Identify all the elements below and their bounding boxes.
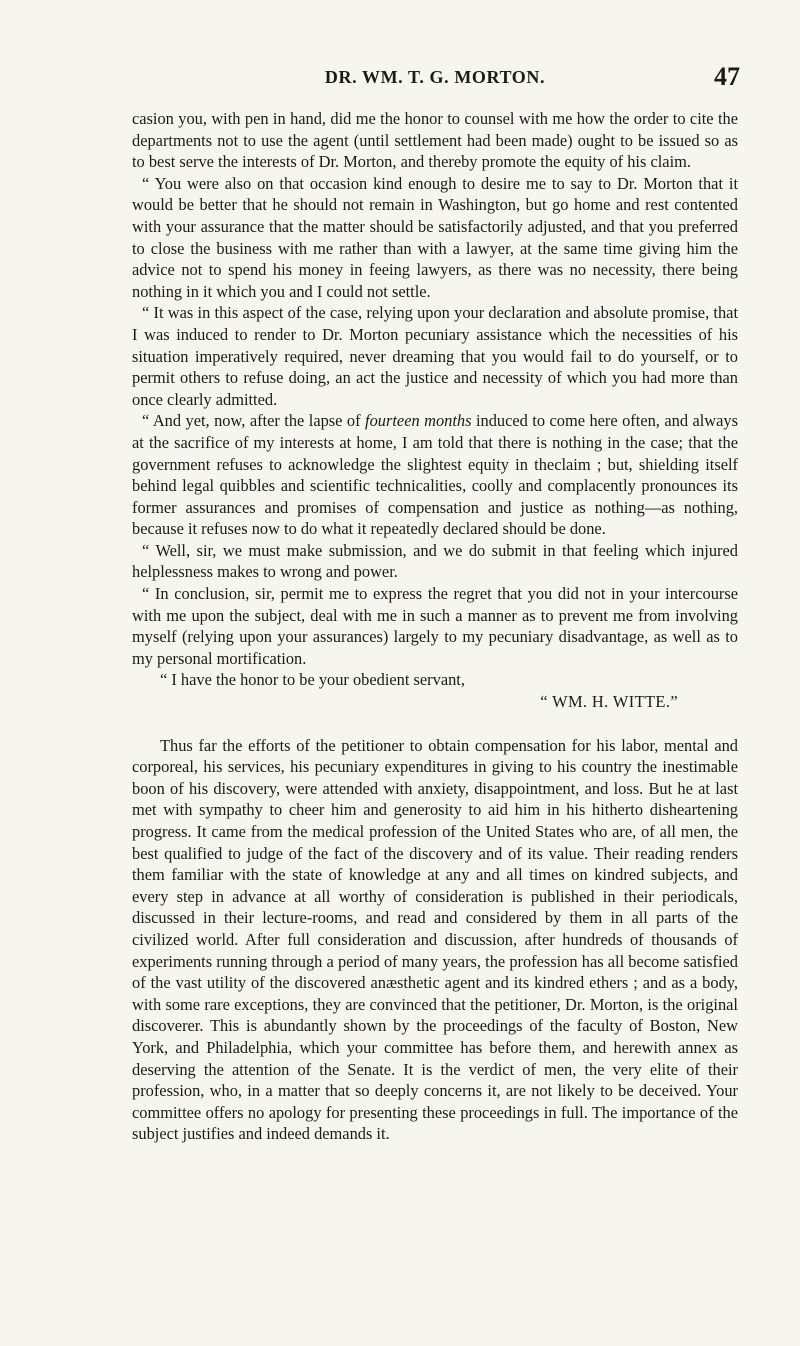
letter-closing: “ I have the honor to be your obedient servant, bbox=[160, 670, 465, 690]
narrative-paragraph: Thus far the efforts of the petitioner to obtain compensation for his labor, mental and corporeal, his services, his pecuniary expenditures in giving to his country the inestimable boon of his discovery, were attended with anxiety, disappointment, and loss. But he at last met with sympathy to cheer him and generosity to aid him in his hitherto disheartening progress. It came from the medical profession of the United States who are, of all men, the best qualified to judge of the fact of the discovery and of its value. Their reading renders them familiar with the state of knowledge at any and all times on kindred subjects, and every step in advance at all worthy of consideration is published in their periodicals, discussed in their lecture-rooms, and read and considered by them in all parts of the civilized world. After full consideration and discussion, after hundreds of thousands of experiments running through a period of many years, the profession has all become satisfied of the vast utility of the discovered anæsthetic agent and its kindred ethers ; and as a body, with some rare exceptions, they are convinced that the petitioner, Dr. Morton, is the original discoverer. This is abundantly shown by the proceedings of the faculty of Boston, New York, and Philadelphia, which your committee has before them, and herewith annex as deserving the attention of the Senate. It is the verdict of men, the very elite of their profession, who, in a matter that so deeply concerns it, are not likely to be deceived. Your committee offers no apology for presenting these proceedings in full. The importance of the subject justifies and indeed demands it. bbox=[132, 735, 738, 1144]
running-head bbox=[130, 62, 740, 92]
letter-paragraph-3: “ It was in this aspect of the case, relying upon your declaration and absolute promise, that I was induced to render to Dr. Morton pecuniary assistance which the necessities of his situation imperatively required, never dreaming that you would fail to do yourself, or to permit others to refuse doing, an act the justice and necessity of which you had more than once clearly admitted. bbox=[132, 303, 738, 409]
letter-paragraph-1: casion you, with pen in hand, did me the honor to counsel with me how the order to cite the departments not to use the agent (until settlement had been made) ought to be issued so as to best serve the interests of Dr. Morton, and thereby promote the equity of his claim. bbox=[132, 109, 738, 172]
quoted-letter bbox=[132, 108, 738, 713]
letter-paragraph-4-start: “ And yet, now, after the lapse of bbox=[142, 411, 366, 431]
letter-paragraph-4-end: induced to come here often, and always at the sacrifice of my interests at home, I am told that there is nothing in the case; that the government refuses to acknowledge the slightest equity in theclaim ; but, shielding itself behind legal quibbles and scientific technicalities, coolly and complacently pronounces its former assurances and promises of compensation and justice as nothing—as nothing, because it refuses now to do what it repeatedly declared should be done. bbox=[132, 411, 738, 539]
letter-paragraph-2: “ You were also on that occasion kind enough to desire me to say to Dr. Morton that it would be better that he should not remain in Washington, but go home and rest contented with your assurance that the matter should be satisfactorily adjusted, and that you preferred to close the business with me rather than with a lawyer, at the same time giving him the advice not to spend his money in feeing lawyers, as there was no necessity, there being nothing in it which you and I could not settle. bbox=[132, 173, 738, 301]
letter-signature: “ WM. H. WITTE.” bbox=[540, 692, 678, 712]
italic-phrase: fourteen months bbox=[365, 411, 472, 431]
letter-paragraph-5: “ Well, sir, we must make submission, and we do submit in that feeling which injured helplessness makes to wrong and power. bbox=[132, 540, 738, 582]
body-text bbox=[132, 108, 738, 1145]
letter-paragraph-6: “ In conclusion, sir, permit me to express the regret that you did not in your intercourse with me upon the subject, deal with me in such a manner as to prevent me from involving myself (relying upon your assurances) largely to my pecuniary disadvantage, as well as to my personal mortification. bbox=[132, 584, 738, 668]
letter-paragraph-4 bbox=[132, 410, 738, 540]
running-title: DR. WM. T. G. MORTON. bbox=[324, 67, 546, 87]
page-number: 47 bbox=[714, 62, 740, 91]
